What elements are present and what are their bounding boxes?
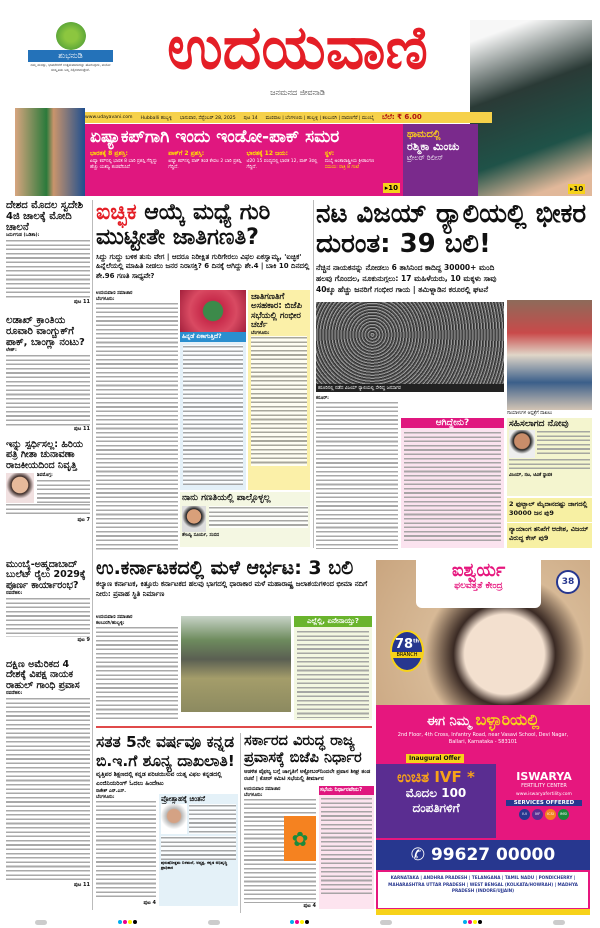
brief-dateline: ಶಿವಮೊಗ್ಗ: — [37, 473, 53, 479]
sorrow-author: ವಿಜಯ್, ನಟ, ಟಿವಿಕೆ ಸ್ಥಾಪಕ — [509, 472, 553, 478]
census-headline: ಐಚ್ಛಿಕ ಆಯ್ಕೆ ಮಧ್ಯೆ ಗುರಿ ಮುಟ್ಟೀತೇ ಜಾತಿಗಣತಿ? — [96, 200, 271, 251]
ad-website[interactable]: www.iswaryafertility.com — [516, 792, 572, 797]
ad-address: 2nd Floor, 4th Cross, Infantry Road, near Vasavi School, Devi Nagar, Ballari, Karnataka - 583101 — [397, 732, 569, 745]
rally-sub3: 40ಕ್ಕೂ ಹೆಚ್ಚು ಜನರಿಗೆ ಗಂಭೀರ ಗಾಯ | ತಮಿಳ್ನಾಡಿನ ಕರೂರಲ್ಲಿ ಘಟನೆ — [316, 285, 489, 295]
promo-line3: ಟ್ರೇಲರ್ ರಿಲೀಸ್ — [407, 154, 444, 162]
bjp-headline: ಸರ್ಕಾರದ ವಿರುದ್ಧ ರಾಜ್ಯ ಪ್ರವಾಸಕ್ಕೆ ಬಿಜೆಪಿ ನಿರ್ಧಾರ — [244, 733, 362, 767]
census-subheadline: ಸಿದ್ದು ಗುದ್ದು ಬಳಿಕ ತುಸು ವೇಗ | ಆದರೂ ನಿರೀಕ್ಷಿತ ಗುರಿಗೇರಲು ವಿಫಲ ಏಕಸ್ವಾಮ್ಯ, 'ಐಚ್ಛಿಕ' ಹಿನ್ನೆಲೆಯಲ್ಲಿ ಮಾಹಿತಿ ನೀಡಲು ಜನರ ನಿರಾಸಕ್ತಿ? 6 ದಿನಕ್ಕೆ ಆಗಿದ್ದು ಶೇ.4 | ಬಾಕಿ 10 ದಿನದಲ್ಲಿ ಶೇ.96 ಗಣತಿ ಸಾಧ್ಯವೇ? — [96, 252, 310, 281]
census-story[interactable] — [96, 200, 310, 548]
continued-ref[interactable]: ಪುಟ 4 — [143, 899, 156, 906]
services-label: SERVICES OFFERED — [506, 800, 582, 806]
offer-label: Inaugural Offer — [406, 754, 464, 763]
be-headline: ಸತತ 5ನೇ ವರ್ಷವೂ ಕನ್ನಡ ಬಿ.ಇ.ಗೆ ಶೂನ್ಯ ದಾಖಲಾತಿ! — [96, 733, 235, 770]
center-sub: FERTILITY CENTER — [521, 783, 567, 789]
fact-text: ಏಷ್ಯಾ ಕಪ್‌ನಲ್ಲಿ ಭಾರತ 8 ಬಾರಿ ಪ್ರಶಸ್ತಿ ಗೆದ್ದಿದ್ದು ಹೆಚ್ಚು ಯಶಸ್ವಿ ತಂಡವೆನಿಸಿದೆ — [90, 158, 158, 170]
masthead-tagline: ಜನಮನದ ಜೀವನಾಡಿ — [270, 88, 325, 97]
promo-line1: ಥಾಮದಲ್ಲಿ — [407, 129, 441, 140]
box-title: ಆಗಿದ್ದೇನು? — [401, 418, 504, 428]
price: ಬೆಲೆ: ₹ 6.00 — [382, 113, 422, 121]
teaser[interactable]: ನ್ಯಾಯಾಂಗ ತನಿಖೆಗೆ ಆದೇಶ, ವಿಜಯ್ ವಿರುದ್ಧ ಕೇಸ್ ಪು9 — [507, 523, 592, 548]
bjp-tour-story[interactable] — [244, 733, 374, 915]
offer3: ದಂಪತಿಗಳಿಗೆ — [412, 801, 460, 815]
brief-dateline: ನವದೆಹಲಿ: — [6, 591, 23, 597]
service-iui: IUI — [519, 809, 530, 820]
side-headline: ಜಾತಿಗಣತಿಗೆ ಅಸಹಕಾರ: ಬಿಜೆಪಿ ಸಭೆಯಲ್ಲಿ ಗಂಭೀರ ಚರ್ಚೆ — [251, 292, 302, 331]
continued-ref[interactable]: ಪುಟ 11 — [73, 882, 90, 889]
continued-ref[interactable]: ಪುಟ 11 — [73, 298, 90, 305]
census-illustration — [180, 290, 246, 332]
flood-photo — [181, 616, 291, 712]
masthead-title: ಉದಯವಾಣಿ — [167, 13, 428, 83]
ad-brand: ಐಶ್ವರ್ಯ — [451, 560, 506, 581]
offer2: ಮೊದಲ 100 — [405, 786, 467, 800]
actress-photo — [470, 20, 592, 196]
box-title: ಸಭೆಯ ನಿರ್ಧಾರವೇನು? — [319, 786, 374, 795]
brief-headline: ಮುಂಬೈ-ಅಹ್ಮದಾಬಾದ್ ಬುಲೆಟ್ ರೈಲು 2029ಕ್ಕೆ ಪೂರ್ಣ ಕಾರ್ಯಾರಂಭ? — [6, 559, 86, 591]
dateline: ಬೆಂಗಳೂರು: — [244, 793, 263, 799]
fact-title: ಸ್ಥಳ: — [324, 150, 335, 157]
mp-photo — [182, 506, 206, 532]
brief-headline: ಲಡಾಖ್ ಕ್ರಾಂತಿಯ ರೂವಾರಿ ವಾಂಗ್ಚುಕ್‌ಗೆ ಪಾಕ್, ಬಾಂಗ್ಲಾ ನಂಟು? — [6, 315, 85, 348]
rally-sub1: ನೆಚ್ಚಿನ ನಾಯಕನನ್ನು ನೋಡಲು 6 ತಾಸಿನಿಂದ ಕಾದಿದ್ದ 30000+ ಮಂದಿ — [316, 262, 495, 272]
promo-line2: ರಶ್ಮಿಕಾ ಮಿಂಚು — [407, 140, 460, 153]
dateline: ಬೆಂಗಳೂರು: — [96, 297, 115, 302]
quote-box — [180, 492, 310, 547]
rain-story[interactable] — [96, 558, 372, 720]
movie-promo — [403, 124, 478, 196]
ad-states: KARNATAKA | ANDHRA PRADESH | TELANGANA | TAMIL NADU | PONDICHERRY | MAHARASHTRA UTTAR PRADESH | WEST BENGAL (KOLKATA/HOWRAH) | MADHYA PRADESH (INDORE/UJJAIN) — [378, 872, 588, 908]
website[interactable]: www.udayavani.com — [85, 115, 133, 120]
encouragement-box — [159, 794, 238, 906]
byline: ಉದಯವಾಣಿ ಸಮಾಚಾರ — [244, 787, 281, 793]
fact-text: ಟಿ20 15 ಪಂದ್ಯದಲ್ಲಿ ಭಾರತ 12, ಪಾಕ್ 3ರಲ್ಲಿ ಗೆದ್ದಿದೆ. — [246, 158, 318, 170]
tree-icon — [56, 22, 86, 50]
what-happened-box — [401, 418, 504, 548]
fact-text: ದುಬೈ ಅಂತಾರಾಷ್ಟ್ರೀಯ ಕ್ರೀಡಾಂಗಣ — [324, 158, 375, 164]
fact-title: ಪಾಕ್‌ಗೆ 2 ಪ್ರಶಸ್ತಿ: — [168, 150, 205, 157]
box-title: ಪ್ರೋತ್ಸಾಹಕ್ಕೆ ಚಿಂತನೆ — [161, 794, 206, 803]
bjp-census-box — [248, 290, 310, 490]
fact-time: ಸಮಯ: ರಾತ್ರಿ 8 ಗಂಟೆ — [324, 164, 360, 170]
years-badge: 38 — [556, 570, 580, 594]
byline: ಉದಯವಾಣಿ ಸಮಾಚಾರ — [96, 615, 133, 620]
ad-phone[interactable]: ✆ 99627 00000 — [376, 840, 590, 870]
edition: Hubballi ಹುಬ್ಬಳ್ಳಿ — [140, 115, 172, 121]
rally-story[interactable] — [316, 200, 592, 548]
decision-box — [319, 786, 374, 909]
service-ivf: IVF — [532, 809, 543, 820]
service-icsi: ICSI — [545, 809, 556, 820]
cities: ಮಣಿಪಾಲ | ಬೆಂಗಳೂರು | ಹುಬ್ಬಳ್ಳಿ | ಕಲಬುರಗಿ | ದಾವಣಗೆರೆ | ಮುಂಬೈ — [265, 115, 375, 121]
sorrow-box — [507, 418, 592, 496]
brief-dateline: ಲೇಹ್: — [6, 348, 17, 353]
dateline: ಕರೂರ್: — [316, 396, 329, 401]
kannada-be-story[interactable] — [96, 733, 238, 915]
dateline: ಬೆಂಗಳೂರು: — [96, 794, 115, 800]
box-title: ಎಲ್ಲೆಲ್ಲಿ, ಏನೇನಾಯ್ತು? — [294, 616, 372, 627]
branch-badge: 78th BRANCH — [390, 630, 424, 672]
cricketers-photo — [15, 108, 85, 196]
vijay-photo — [509, 430, 535, 458]
sorrow-title: ಸಹಿಸಲಾಗದ ನೋವು — [509, 419, 569, 429]
continued-ref[interactable]: ಪುಟ 7 — [77, 517, 90, 524]
brief-story[interactable] — [6, 200, 90, 315]
page-ref-badge[interactable]: ▸10 — [570, 185, 584, 193]
brief-dateline: ನವದೆಹಲಿ: — [6, 691, 23, 697]
ad-brand-sub: ಫಲವತ್ತತೆ ಕೇಂದ್ರ — [454, 581, 503, 591]
official-photo — [161, 804, 187, 834]
side-caption: ಗಾಯಾಳುಗಳ ಆಸ್ಪತ್ರೆಗೆ ದಾಖಲು — [507, 411, 553, 416]
byline: ರಾಕೇಶ್ ಎನ್.ಎಸ್. — [96, 788, 126, 794]
continued-ref[interactable]: ಪುಟ 9 — [77, 637, 90, 644]
service-imsi: IMSI — [558, 809, 569, 820]
quote-title: ನಾನು ಗಣತಿಯಲ್ಲಿ ಪಾಲ್ಗೊಳ್ಳಲ್ಲ — [182, 493, 271, 503]
iswarya-ad[interactable] — [376, 560, 590, 915]
byline: ಉದಯವಾಣಿ ಸಮಾಚಾರ — [96, 291, 133, 296]
crowd-photo — [316, 302, 504, 384]
rally-headline: ನಟ ವಿಜಯ್ ರ್‍ಯಾಲಿಯಲ್ಲಿ ಭೀಕರ ದುರಂತ: 39 ಬಲಿ! — [316, 199, 587, 259]
ad-location: ಈಗ ನಿಮ್ಮ ಬಳ್ಳಾರಿಯಲ್ಲಿ — [426, 710, 540, 729]
pages: ಪುಟ 14 — [243, 115, 258, 121]
logo-quote: ನಮ್ಮ ಮನಸ್ಸು, ಭಾವನೆಗಳಿಗೆ ಉತ್ತಮವಾದುದನ್ನು ಹೊರುವುದು, ಮನೋ ಸಂಸ್ಕೃತಿಯ ಬಲ್ಲ ಶಿಲ್ಪಿಗಳಾಗುತ್ತೇವೆ. — [30, 63, 111, 72]
rain-subheadline: ಕಲ್ಯಾಣ ಕರ್ನಾಟಕ, ಕಿತ್ತೂರು ಕರ್ನಾಟಕದ ಹಲವು ಭಾಗದಲ್ಲಿ ಧಾರಾಕಾರ ಮಳೆ ಮಹಾರಾಷ್ಟ್ರ ಜಲಾಶಯಗಳಿಂದ ಭೀಮಾ ನದಿಗೆ ನೀರು: ಪ್ರವಾಹ ಸ್ಥಿತಿ ನಿರ್ಮಾಣ — [96, 579, 368, 599]
phone-icon: ✆ — [410, 845, 431, 865]
census-info-box — [180, 332, 246, 490]
asia-cup-banner — [85, 124, 403, 196]
teaser[interactable]: 2 ಫುಟ್ಬಾಲ್ ಮೈದಾನದಷ್ಟು ಜಾಗದಲ್ಲಿ 30000 ಜನ ಪು9 — [507, 498, 592, 522]
box-author: ಪುರುಷೋತ್ತಮ ಬಿಳಿಮಲೆ, ಅಧ್ಯಕ್ಷ, ಕನ್ನಡ ಅಭಿವೃದ್ಧಿ ಪ್ರಾಧಿಕಾರ — [161, 859, 228, 870]
left-column — [6, 200, 90, 910]
brief-headline: ದಕ್ಷಿಣ ಅಮೆರಿಕದ 4 ದೇಶಕ್ಕೆ ವಿಪಕ್ಷ ನಾಯಕ ರಾಹುಲ್ ಗಾಂಧಿ ಪ್ರವಾಸ — [6, 659, 80, 691]
dateline: ಬೆಂಗಳೂರು: — [251, 331, 270, 337]
brief-story[interactable] — [6, 440, 90, 560]
registration-marks — [0, 917, 600, 927]
center-name: ISWARYA — [516, 770, 572, 783]
rally-sub2: ಹಲವು ಗೊಂದಲ, ನೂಕುನುಗ್ಗಲು: 17 ಮಹಿಳೆಯರು, 10 ಮಕ್ಕಳು ಸಾವು — [316, 274, 497, 284]
fact-title: ಭಾರತಕ್ಕೆ 12 ಜಯ: — [246, 150, 288, 157]
brief-headline: ದೇಶದ ಮೊದಲ ಸ್ವದೇಶಿ 4ಜಿ ಜಾಲಕ್ಕೆ ಮೋದಿ ಚಾಲನೆ — [6, 200, 84, 233]
brief-story[interactable] — [6, 660, 90, 888]
brief-story[interactable] — [6, 315, 90, 440]
date: ಭಾನುವಾರ, ಸೆಪ್ಟೆಂಬರ್ 28, 2025 — [179, 115, 236, 121]
where-what-box — [294, 616, 372, 720]
brief-dateline: ಜರ್ಸುಗುಡ (ಒಡಿಶಾ): — [6, 233, 40, 238]
banner-headline: ಏಷ್ಯಾಕಪ್‌ಗಾಗಿ ಇಂದು ಇಂಡೋ-ಪಾಕ್ ಸಮರ — [90, 127, 340, 147]
bjp-subheadline: ಆಡಳಿತ ವೈಫಲ್ಯ ಬಗ್ಗೆ ಜಾಗೃತಿಗೆ ಅಕ್ಟೋಬರ್‌ನಿಂದಲೇ ಪ್ರವಾಸ ಶೀಘ್ರ ತಂಡ ರಚನೆ | ಕೋರ್ ಕಮಿಟಿ ಸಭೆಯಲ್ಲಿ ತೀರ್ಮಾನ — [244, 768, 371, 783]
quote-author: ತೇಜಸ್ವಿ ಸೂರ್ಯ, ಸಂಸದ — [182, 532, 220, 538]
logo-label: ಶುಭನುಡಿ — [28, 50, 113, 62]
info-box-title: ಹಿನ್ನಡೆ ಏಕಾಗುತ್ತಿದೆ? — [180, 332, 246, 342]
brief-headline: ಇನ್ನು ಸ್ಪರ್ಧಿಸಲ್ಲ: ಹಿರಿಯ ಪತ್ರಿ ಗೀತಾ ಚುನಾವಣಾ ರಾಜಕೀಯದಿಂದ ನಿವೃತ್ತಿ — [6, 439, 84, 471]
fact-title: ಭಾರತಕ್ಕೆ 8 ಪ್ರಶಸ್ತಿ: — [90, 150, 128, 157]
page-ref-badge[interactable]: ▸10 — [384, 184, 398, 192]
ad-brand-box — [416, 560, 541, 608]
photo-caption: ಕರೂರಿನಲ್ಲಿ ನಡೆದ ವಿಜಯ್ ರ್‍ಯಾಲಿಯಲ್ಲಿ ಸೇರಿದ್ದ ಜನಸಾಗರ — [316, 384, 504, 392]
offer1: ಉಚಿತ IVF * — [397, 768, 475, 786]
logo-shubhanudi — [28, 22, 113, 92]
be-subheadline: ವೃತ್ತಿಪರ ಶಿಕ್ಷಣದಲ್ಲಿ ಕನ್ನಡ ಪರಿಚಯಿಸುವ ಯತ್ನ ವಿಫಲ ಕನ್ನಡದಲ್ಲಿ ಎಂಜಿನಿಯರಿಂಗ್ ಓದಲು ಹಿಂದೇಟು — [96, 771, 222, 787]
dateline: ಕಲಬುರಗಿ/ಹುಬ್ಬಳ್ಳಿ: — [96, 621, 125, 626]
bjp-lotus-logo: ✿ — [284, 816, 316, 861]
brief-story[interactable] — [6, 560, 90, 660]
rain-headline: ಉ.ಕರ್ನಾಟಕದಲ್ಲಿ ಮಳೆ ಆರ್ಭಟ: 3 ಬಲಿ — [96, 557, 354, 579]
injured-photos — [507, 300, 592, 410]
info-strip — [82, 112, 492, 123]
continued-ref[interactable]: ಪುಟ 11 — [73, 425, 90, 432]
leader-photo — [6, 473, 34, 503]
continued-ref[interactable]: ಪುಟ 4 — [303, 903, 316, 910]
fact-text: ಏಷ್ಯಾ ಕಪ್‌ನಲ್ಲಿ ಪಾಕ್ ತಂಡ ಕೇವಲ 2 ಬಾರಿ ಪ್ರಶಸ್ತಿ ಗೆದ್ದಿದೆ. — [168, 158, 242, 170]
